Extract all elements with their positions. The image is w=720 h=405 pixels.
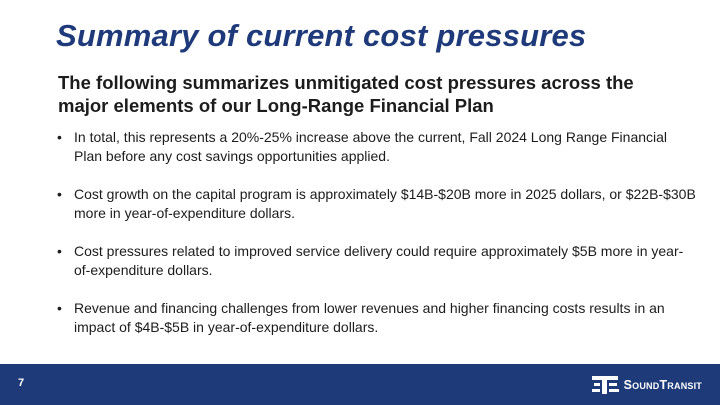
bullet-item bbox=[56, 185, 696, 223]
bullet-text: In total, this represents a 20%-25% increase above the current, Fall 2024 Long Range Financial Plan before any cost savings opportunities applied. bbox=[74, 129, 668, 164]
bullet-item bbox=[56, 128, 696, 166]
page-number: 7 bbox=[18, 377, 25, 389]
slide-subtitle: The following summarizes unmitigated cost pressures across the major elements of our Long-Range Financial Plan bbox=[58, 72, 634, 116]
sound-transit-logo bbox=[592, 374, 702, 396]
footer-bar bbox=[0, 364, 720, 405]
bullet-list bbox=[56, 128, 696, 356]
bullet-item bbox=[56, 242, 696, 280]
bullet-text: Revenue and financing challenges from lower revenues and higher financing costs results in an impact of $4B-$5B in year-of-expenditure dollars. bbox=[74, 300, 665, 335]
slide-title: Summary of current cost pressures bbox=[56, 18, 587, 53]
logo-text: SoundTransit bbox=[623, 378, 702, 392]
bullet-text: Cost pressures related to improved service delivery could require approximately $5B more in year-of-expenditure dollars. bbox=[74, 243, 684, 278]
bullet-text: Cost growth on the capital program is approximately $14B-$20B more in 2025 dollars, or $22B-$30B more in year-of-expenditure dollars. bbox=[74, 186, 696, 221]
sound-transit-logo-icon bbox=[592, 376, 620, 394]
bullet-icon: • bbox=[57, 186, 62, 202]
bullet-icon: • bbox=[57, 243, 62, 259]
bullet-item bbox=[56, 299, 696, 337]
bullet-icon: • bbox=[57, 300, 62, 316]
bullet-icon: • bbox=[57, 129, 62, 145]
